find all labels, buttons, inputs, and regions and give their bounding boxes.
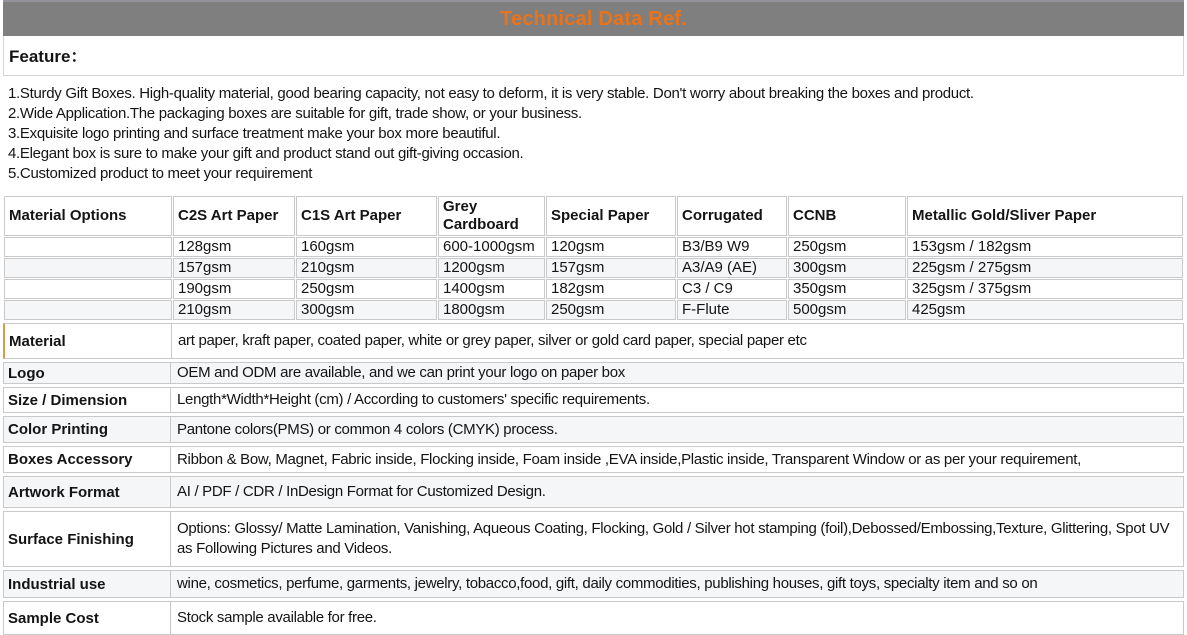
table-row bbox=[4, 258, 1183, 278]
spec-cell: 182gsm bbox=[546, 279, 676, 299]
spec-cell bbox=[4, 237, 172, 257]
spec-cell: 300gsm bbox=[296, 300, 437, 320]
spec-cell: 1400gsm bbox=[438, 279, 545, 299]
material-options-table bbox=[3, 195, 1184, 321]
detail-value: Ribbon & Bow, Magnet, Fabric inside, Flocking inside, Foam inside ,EVA inside,Plastic inside, Transparent Window or as per your requirement, bbox=[177, 450, 1082, 468]
detail-row-artwork-format bbox=[3, 476, 1184, 508]
spec-cell: 500gsm bbox=[788, 300, 906, 320]
detail-row-surface-finishing bbox=[3, 511, 1184, 567]
detail-value: AI / PDF / CDR / InDesign Format for Customized Design. bbox=[177, 483, 546, 500]
spec-cell: 600-1000gsm bbox=[438, 237, 545, 257]
column-header-special-paper: Special Paper bbox=[546, 196, 676, 236]
spec-cell: F-Flute bbox=[677, 300, 787, 320]
column-header-ccnb: CCNB bbox=[788, 196, 906, 236]
feature-item: 2.Wide Application.The packaging boxes are suitable for gift, trade show, or your business. bbox=[8, 105, 582, 122]
spec-cell: 425gsm bbox=[907, 300, 1183, 320]
detail-row-sample-cost bbox=[3, 601, 1184, 635]
table-row bbox=[4, 300, 1183, 320]
detail-label: Material bbox=[5, 324, 172, 358]
detail-value: art paper, kraft paper, coated paper, white or grey paper, silver or gold card paper, special paper etc bbox=[178, 332, 807, 349]
spec-cell: B3/B9 W9 bbox=[677, 237, 787, 257]
spec-cell: 210gsm bbox=[173, 300, 295, 320]
page-title: Technical Data Ref. bbox=[500, 7, 687, 30]
column-header-corrugated: Corrugated bbox=[677, 196, 787, 236]
detail-label: Color Printing bbox=[4, 417, 171, 442]
spec-cell: 1200gsm bbox=[438, 258, 545, 278]
detail-label: Sample Cost bbox=[4, 602, 171, 634]
detail-label: Size / Dimension bbox=[4, 388, 171, 412]
spec-cell: 350gsm bbox=[788, 279, 906, 299]
table-row bbox=[4, 279, 1183, 299]
spec-cell bbox=[4, 258, 172, 278]
detail-label: Industrial use bbox=[4, 571, 171, 597]
detail-row-size-dimension bbox=[3, 387, 1184, 413]
detail-value: Stock sample available for free. bbox=[177, 609, 377, 626]
feature-item: 1.Sturdy Gift Boxes. High-quality material, good bearing capacity, not easy to deform, it is very stable. Don't worry about breaking the boxes and product. bbox=[8, 85, 974, 102]
detail-value: Pantone colors(PMS) or common 4 colors (CMYK) process. bbox=[177, 420, 558, 438]
feature-heading: Feature： bbox=[3, 36, 1184, 76]
detail-label: Surface Finishing bbox=[4, 512, 171, 566]
detail-label: Boxes Accessory bbox=[4, 447, 171, 472]
spec-cell: 128gsm bbox=[173, 237, 295, 257]
detail-value: Options: Glossy/ Matte Lamination, Vanishing, Aqueous Coating, Flocking, Gold / Silver hot stamping (foil),Debossed/Embossing,Texture, Glittering, Spot UV as Following Pictures and Videos. bbox=[177, 520, 1170, 557]
spec-cell: C3 / C9 bbox=[677, 279, 787, 299]
feature-item: 4.Elegant box is sure to make your gift and product stand out gift-giving occasion. bbox=[8, 145, 524, 162]
column-header-c1s-art-paper: C1S Art Paper bbox=[296, 196, 437, 236]
detail-row-logo bbox=[3, 362, 1184, 384]
column-header-c2s-art-paper: C2S Art Paper bbox=[173, 196, 295, 236]
spec-cell: 157gsm bbox=[546, 258, 676, 278]
column-header-material-options: Material Options bbox=[4, 196, 172, 236]
feature-item: 5.Customized product to meet your requirement bbox=[8, 165, 313, 182]
detail-value: wine, cosmetics, perfume, garments, jewelry, tobacco,food, gift, daily commodities, publishing houses, gift toys, specialty item and so on bbox=[177, 575, 1038, 592]
spec-cell bbox=[4, 279, 172, 299]
detail-value: Length*Width*Height (cm) / According to customers' specific requirements. bbox=[177, 391, 650, 408]
table-header-row bbox=[4, 196, 1183, 236]
column-header-grey-cardboard: Grey Cardboard bbox=[438, 196, 545, 236]
detail-row-industrial-use bbox=[3, 570, 1184, 598]
spec-cell: 250gsm bbox=[546, 300, 676, 320]
spec-cell: 157gsm bbox=[173, 258, 295, 278]
detail-table bbox=[3, 323, 1184, 635]
spec-cell: 250gsm bbox=[296, 279, 437, 299]
feature-item: 3.Exquisite logo printing and surface treatment make your box more beautiful. bbox=[8, 125, 501, 142]
spec-cell bbox=[4, 300, 172, 320]
spec-cell: 1800gsm bbox=[438, 300, 545, 320]
spec-cell: 153gsm / 182gsm bbox=[907, 237, 1183, 257]
feature-list bbox=[3, 76, 1184, 194]
detail-row-color-printing bbox=[3, 416, 1184, 443]
spec-cell: 190gsm bbox=[173, 279, 295, 299]
spec-cell: 120gsm bbox=[546, 237, 676, 257]
spec-cell: 250gsm bbox=[788, 237, 906, 257]
detail-label: Logo bbox=[4, 363, 171, 383]
spec-cell: A3/A9 (AE) bbox=[677, 258, 787, 278]
detail-row-boxes-accessory bbox=[3, 446, 1184, 473]
detail-row-material bbox=[3, 323, 1184, 359]
detail-value: OEM and ODM are available, and we can print your logo on paper box bbox=[177, 364, 625, 381]
title-bar bbox=[3, 0, 1184, 36]
spec-cell: 300gsm bbox=[788, 258, 906, 278]
spec-cell: 160gsm bbox=[296, 237, 437, 257]
column-header-metallic-gold-sliver-paper: Metallic Gold/Sliver Paper bbox=[907, 196, 1183, 236]
detail-label: Artwork Format bbox=[4, 477, 171, 507]
spec-cell: 210gsm bbox=[296, 258, 437, 278]
spec-cell: 225gsm / 275gsm bbox=[907, 258, 1183, 278]
table-row bbox=[4, 237, 1183, 257]
spec-cell: 325gsm / 375gsm bbox=[907, 279, 1183, 299]
